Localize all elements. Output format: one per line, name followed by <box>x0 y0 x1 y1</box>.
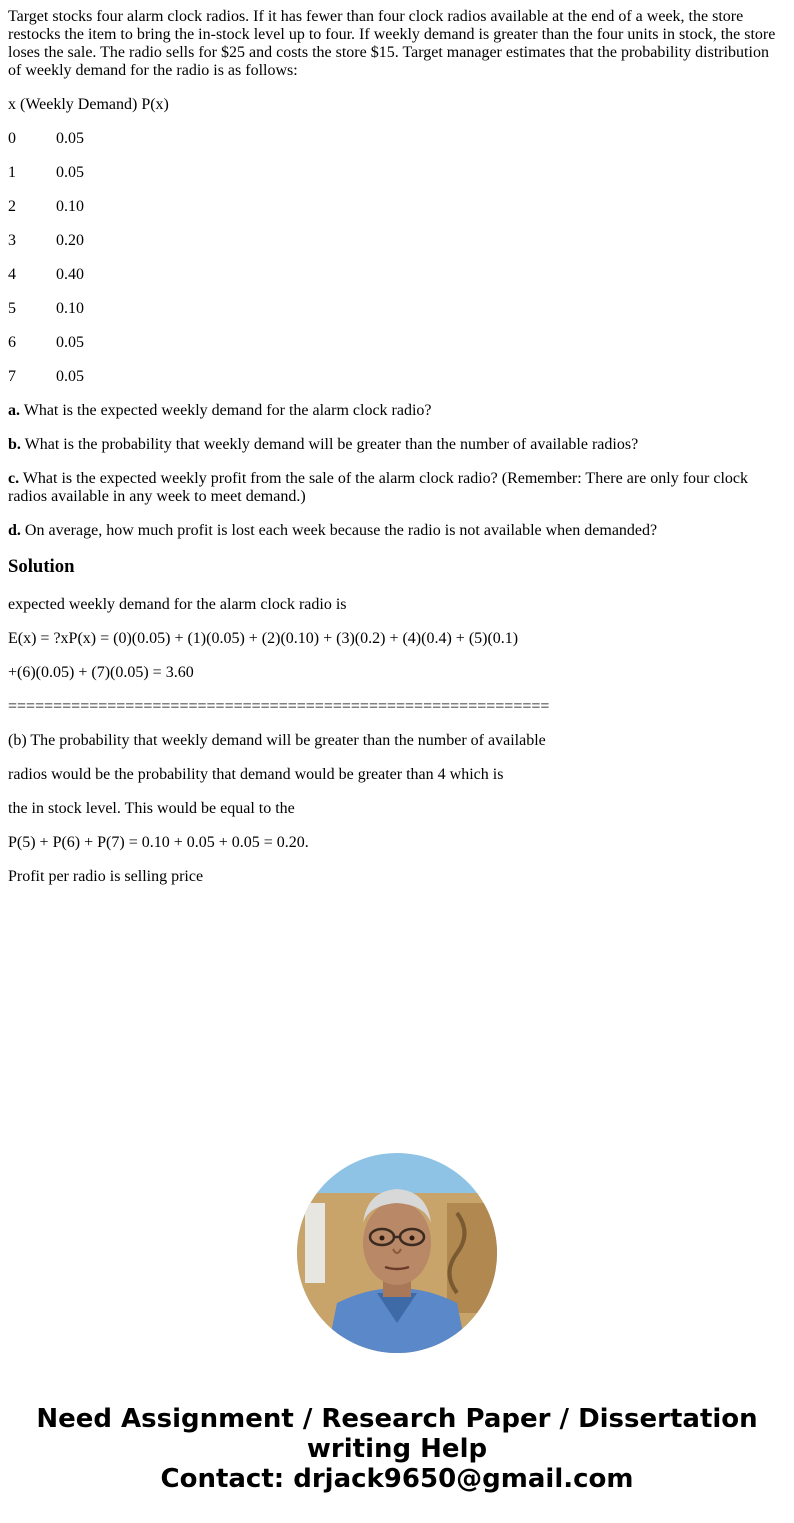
probability-value: 0.05 <box>56 130 84 147</box>
question-part-d <box>8 522 786 540</box>
demand-value: 5 <box>8 300 16 317</box>
promo-contact: Contact: drjack9650@gmail.com <box>160 1464 634 1494</box>
question-intro: Target stocks four alarm clock radios. If it has fewer than four clock radios available at the end of a week, the store restocks the item to bring the in-stock level up to four. If weekly demand is greater than the four units in stock, the store loses the sale. The radio sells for $25 and costs the store $15. Target manager estimates that the probability distribution of weekly demand for the radio is as follows: <box>8 8 776 79</box>
probability-value: 0.10 <box>56 300 84 317</box>
part-text: What is the expected weekly demand for the alarm clock radio? <box>20 402 432 419</box>
demand-value: 1 <box>8 164 16 181</box>
table-row <box>8 130 786 148</box>
solution-line: radios would be the probability that demand would be greater than 4 which is <box>8 766 504 783</box>
table-row <box>8 232 786 250</box>
solution-line: Profit per radio is selling price <box>8 868 204 885</box>
document-body <box>8 8 786 902</box>
part-text: What is the expected weekly profit from the sale of the alarm clock radio? (Remember: There are only four clock radios available in any week to meet demand.) <box>8 470 748 505</box>
solution-line: the in stock level. This would be equal to the <box>8 800 295 817</box>
part-label: b. <box>8 436 21 453</box>
question-part-c <box>8 470 786 506</box>
part-text: What is the probability that weekly demand will be greater than the number of available radios? <box>20 436 639 453</box>
demand-value: 0 <box>8 130 16 147</box>
probability-value: 0.05 <box>56 164 84 181</box>
question-part-b <box>8 436 786 454</box>
table-row <box>8 334 786 352</box>
solution-heading: Solution <box>8 556 75 577</box>
probability-value: 0.20 <box>56 232 84 249</box>
table-row <box>8 300 786 318</box>
promo-line-1: Need Assignment / Research Paper / Dissertation <box>36 1404 758 1434</box>
solution-line: (b) The probability that weekly demand will be greater than the number of available <box>8 732 546 749</box>
demand-value: 6 <box>8 334 16 351</box>
demand-value: 2 <box>8 198 16 215</box>
demand-value: 4 <box>8 266 16 283</box>
table-row <box>8 164 786 182</box>
table-row <box>8 198 786 216</box>
solution-line: expected weekly demand for the alarm clock radio is <box>8 596 347 613</box>
promo-banner <box>0 1404 794 1494</box>
part-label: a. <box>8 402 20 419</box>
table-row <box>8 266 786 284</box>
author-portrait <box>297 1153 497 1353</box>
solution-line: E(x) = ?xP(x) = (0)(0.05) + (1)(0.05) + (2)(0.10) + (3)(0.2) + (4)(0.4) + (5)(0.1) <box>8 630 519 647</box>
part-label: d. <box>8 522 21 539</box>
table-row <box>8 368 786 386</box>
demand-value: 7 <box>8 368 16 385</box>
demand-value: 3 <box>8 232 16 249</box>
solution-line: +(6)(0.05) + (7)(0.05) = 3.60 <box>8 664 194 681</box>
probability-value: 0.10 <box>56 198 84 215</box>
promo-line-2: writing Help <box>306 1434 488 1464</box>
part-text: On average, how much profit is lost each week because the radio is not available when demanded? <box>20 522 658 539</box>
portrait-image <box>297 1153 497 1353</box>
solution-line: P(5) + P(6) + P(7) = 0.10 + 0.05 + 0.05 = 0.20. <box>8 834 309 851</box>
probability-value: 0.05 <box>56 334 84 351</box>
probability-value: 0.40 <box>56 266 84 283</box>
part-label: c. <box>8 470 20 487</box>
table-header: x (Weekly Demand) P(x) <box>8 96 169 113</box>
question-part-a <box>8 402 786 420</box>
probability-value: 0.05 <box>56 368 84 385</box>
solution-divider: ============================================================ <box>8 698 550 715</box>
